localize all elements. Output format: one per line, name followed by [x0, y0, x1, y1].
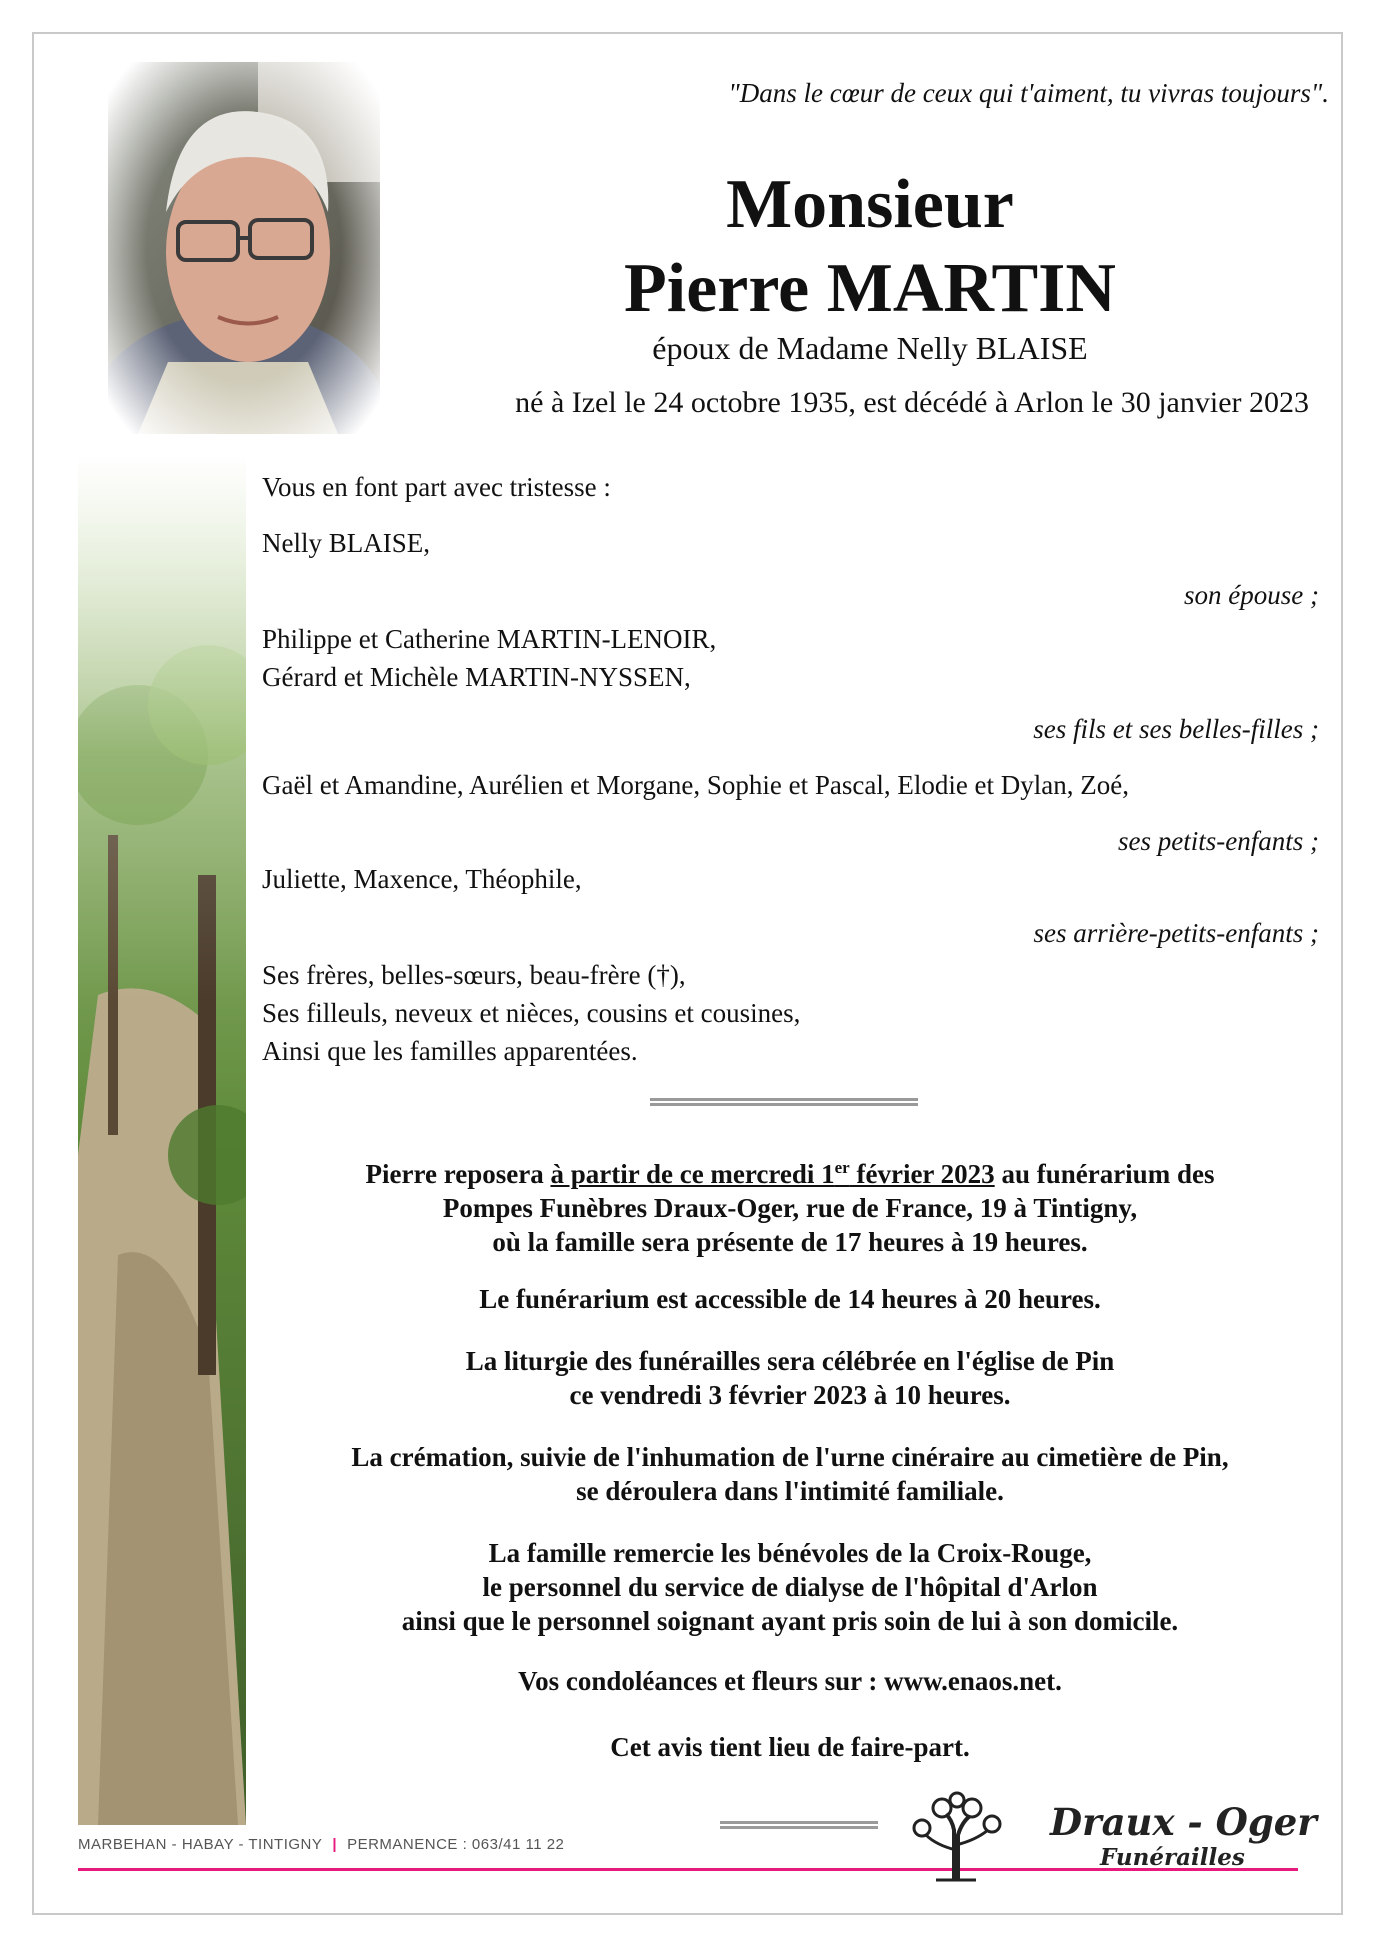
grandchildren-list: Gaël et Amandine, Aurélien et Morgane, Sophie et Pascal, Elodie et Dylan, Zoé,	[262, 770, 1130, 800]
condolences-info: Vos condoléances et fleurs sur : www.enaos.net.	[518, 1666, 1062, 1696]
deceased-spouse: époux de Madame Nelly BLAISE	[652, 330, 1088, 366]
section-divider	[650, 1098, 918, 1106]
footer-separator: |	[332, 1836, 338, 1853]
family-intro: Vous en font part avec tristesse :	[262, 472, 611, 502]
wake-line-2: Pompes Funèbres Draux-Oger, rue de France, 19 à Tintigny,	[442, 1193, 1138, 1223]
great-grandchildren-relation: ses arrière-petits-enfants ;	[1033, 918, 1319, 948]
thanks-line-3: ainsi que le personnel soignant ayant pris soin de lui à son domicile.	[401, 1606, 1179, 1636]
cremation-line-2: se déroulera dans l'intimité familiale.	[576, 1476, 1004, 1506]
wake-date-month: février 2023	[849, 1159, 995, 1189]
brand-name: Draux - Oger	[1050, 1800, 1317, 1844]
list-item: Gérard et Michèle MARTIN-NYSSEN,	[262, 662, 691, 692]
thanks-info	[250, 1536, 1330, 1638]
footer-contact	[78, 1836, 564, 1853]
wake-date	[550, 1159, 994, 1189]
wake-text-end: au funérarium des	[994, 1159, 1215, 1189]
wake-info	[250, 1151, 1330, 1259]
forest-path-photo	[78, 455, 246, 1825]
footer-divider	[720, 1821, 878, 1829]
funerarium-hours: Le funérarium est accessible de 14 heures à 20 heures.	[479, 1284, 1101, 1314]
deceased-honorific: Monsieur	[726, 166, 1014, 243]
wake-line-3: où la famille sera présente de 17 heures à 19 heures.	[492, 1227, 1088, 1257]
cremation-info	[250, 1440, 1330, 1508]
liturgy-info	[250, 1344, 1330, 1412]
spouse-name: Nelly BLAISE,	[262, 528, 430, 558]
birth-death-line: né à Izel le 24 octobre 1935, est décédé à Arlon le 30 janvier 2023	[515, 386, 1309, 419]
thanks-line-1: La famille remercie les bénévoles de la Croix-Rouge,	[488, 1538, 1092, 1568]
sons-relation: ses fils et ses belles-filles ;	[1033, 714, 1319, 744]
sons-list	[262, 620, 1319, 696]
tree-logo-icon	[906, 1790, 1006, 1882]
wake-text: Pierre reposera	[365, 1159, 551, 1189]
notice-info: Cet avis tient lieu de faire-part.	[610, 1732, 970, 1762]
great-grandchildren-list: Juliette, Maxence, Théophile,	[262, 864, 582, 894]
wake-date-sup: er	[834, 1158, 850, 1177]
wake-date-text: à partir de ce mercredi 1	[550, 1159, 835, 1189]
epitaph-quote: "Dans le cœur de ceux qui t'aiment, tu vivras toujours".	[728, 78, 1329, 108]
list-item: Ainsi que les familles apparentées.	[262, 1036, 638, 1066]
brand-subtitle: Funérailles	[1100, 1844, 1245, 1871]
list-item: Ses frères, belles-sœurs, beau-frère (†),	[262, 960, 686, 990]
deceased-name: Pierre MARTIN	[624, 250, 1116, 327]
other-relatives	[262, 956, 1319, 1070]
spouse-relation: son épouse ;	[1184, 580, 1319, 610]
thanks-line-2: le personnel du service de dialyse de l'hôpital d'Arlon	[482, 1572, 1098, 1602]
footer-locations: MARBEHAN - HABAY - TINTIGNY	[78, 1836, 323, 1853]
wake-line-1	[250, 1151, 1330, 1191]
list-item: Philippe et Catherine MARTIN-LENOIR,	[262, 624, 717, 654]
grandchildren-relation: ses petits-enfants ;	[1118, 826, 1319, 856]
liturgy-line-1: La liturgie des funérailles sera célébrée en l'église de Pin	[465, 1346, 1115, 1376]
portrait-photo	[108, 62, 380, 434]
footer-permanence: PERMANENCE : 063/41 11 22	[347, 1836, 565, 1853]
cremation-line-1: La crémation, suivie de l'inhumation de l'urne cinéraire au cimetière de Pin,	[351, 1442, 1229, 1472]
list-item: Ses filleuls, neveux et nièces, cousins et cousines,	[262, 998, 801, 1028]
liturgy-line-2: ce vendredi 3 février 2023 à 10 heures.	[569, 1380, 1011, 1410]
